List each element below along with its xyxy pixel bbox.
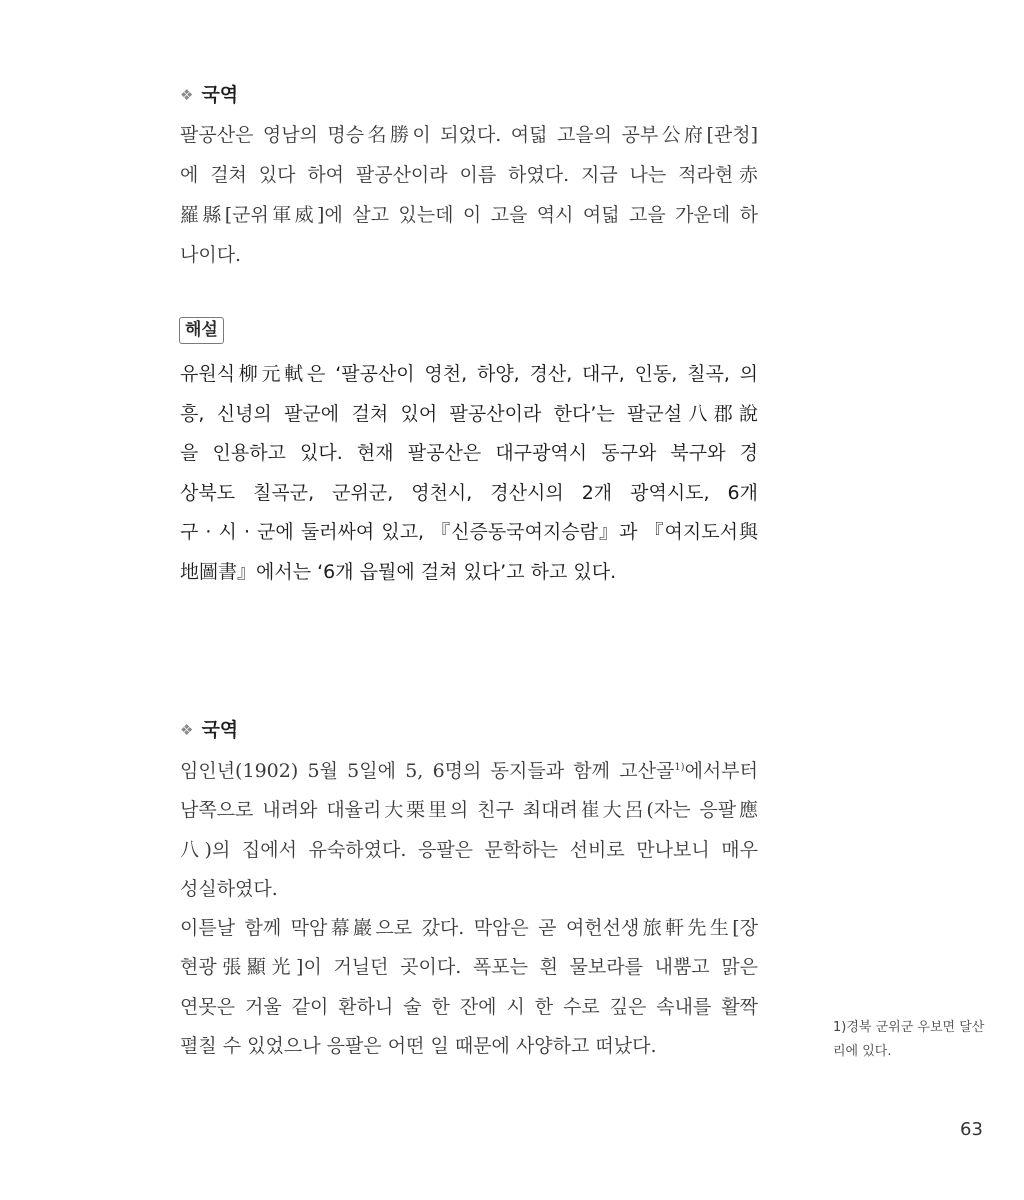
translation-line: 팔공산은 영남의 명승名勝이 되었다. 여덟 고을의 공부公府[관청] <box>180 124 758 146</box>
translation-line <box>180 752 758 791</box>
page-number: 63 <box>960 1119 983 1140</box>
translation-line: 나이다. <box>180 244 242 266</box>
translation-line: 연못은 거울 같이 환하니 술 한 잔에 시 한 수로 깊은 속내를 활짝 <box>180 995 758 1018</box>
translation-line: 에 걸쳐 있다 하여 팔공산이라 이름 하였다. 지금 나는 적라현赤 <box>180 164 758 186</box>
translation-paragraph <box>180 115 758 275</box>
footnote-line: 리에 있다. <box>833 1044 892 1059</box>
translation-line: 이튿날 함께 막암幕巖으로 갔다. 막암은 곧 여헌선생旅軒先生[장 <box>180 917 758 940</box>
translation-line-text: 에서부터 <box>684 760 758 782</box>
translation-heading <box>180 80 238 110</box>
translation-line-text: 임인년(1902) 5월 5일에 5, 6명의 동지들과 함께 고산골 <box>180 760 675 782</box>
translation-line: 성실하였다. <box>180 877 278 900</box>
translation-line: 남쪽으로 내려와 대율리大栗里의 친구 최대려崔大呂(자는 응팔應 <box>180 799 758 822</box>
translation-heading-label: 국역 <box>201 84 239 106</box>
commentary-label: 해설 <box>179 317 224 344</box>
translation-heading <box>180 715 238 745</box>
commentary-line: 구 · 시 · 군에 둘러싸여 있고, 『신증동국여지승람』과 『여지도서與 <box>180 521 758 544</box>
commentary-line: 흥, 신녕의 팔군에 걸쳐 있어 팔공산이라 한다’는 팔군설八郡說 <box>180 402 758 425</box>
footnote-line: 1)경북 군위군 우보면 달산 <box>833 1020 985 1035</box>
translation-heading-label: 국역 <box>201 719 239 741</box>
footnote-reference: 1) <box>674 762 685 773</box>
translation-line: 현광張顯光]이 거닐던 곳이다. 폭포는 흰 물보라를 내뿜고 맑은 <box>180 956 758 979</box>
ornament-icon: ❖ <box>180 721 194 739</box>
footnote <box>833 1016 1003 1064</box>
commentary-line: 상북도 칠곡군, 군위군, 영천시, 경산시의 2개 광역시도, 6개 <box>180 481 758 504</box>
commentary-paragraph <box>180 355 758 593</box>
commentary-line: 유원식柳元軾은 ‘팔공산이 영천, 하양, 경산, 대구, 인동, 칠곡, 의 <box>180 363 758 385</box>
ornament-icon: ❖ <box>180 86 194 104</box>
commentary-line: 을 인용하고 있다. 현재 팔공산은 대구광역시 동구와 북구와 경 <box>180 442 758 465</box>
translation-paragraph <box>180 752 758 1066</box>
translation-line: 八)의 집에서 유숙하였다. 응팔은 문학하는 선비로 만나보니 매우 <box>180 838 758 861</box>
translation-line: 羅縣[군위軍威]에 살고 있는데 이 고을 역시 여덟 고을 가운데 하 <box>180 204 758 226</box>
translation-line: 펼칠 수 있었으나 응팔은 어떤 일 때문에 사양하고 떠났다. <box>180 1035 657 1058</box>
commentary-line: 地圖書』에서는 ‘6개 읍뭘에 걸쳐 있다’고 하고 있다. <box>180 560 617 583</box>
